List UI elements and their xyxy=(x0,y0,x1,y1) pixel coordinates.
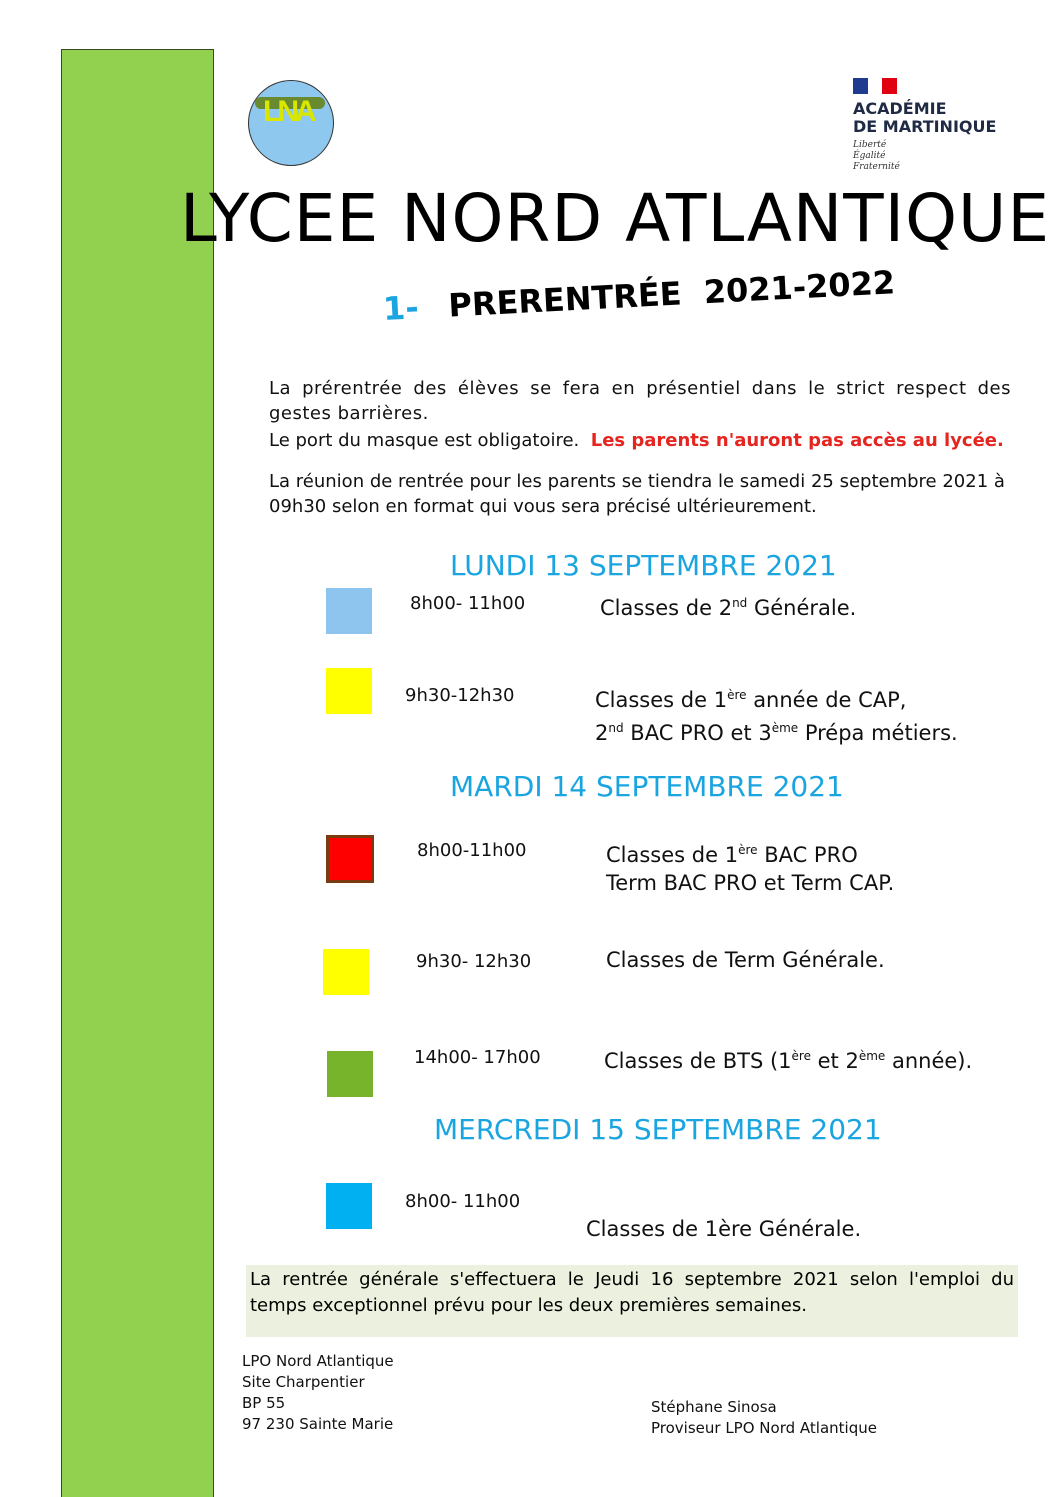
subtitle xyxy=(382,263,896,328)
subtitle-text: PRERENTRÉE 2021-2022 xyxy=(447,263,896,325)
slot-classes: Classes de Term Générale. xyxy=(606,948,885,972)
mask-text: Le port du masque est obligatoire. xyxy=(269,430,580,451)
color-square-yellow xyxy=(323,949,369,995)
intro-paragraph-1: La prérentrée des élèves se fera en présentiel dans le strict respect des gestes barrières. xyxy=(269,378,1011,424)
color-square-red xyxy=(326,835,374,883)
motto-2: Égalité xyxy=(853,151,886,161)
day-heading-tuesday: MARDI 14 SEPTEMBRE 2021 xyxy=(450,770,844,803)
slot-time: 14h00- 17h00 xyxy=(414,1047,541,1068)
lycee-logo: LNA xyxy=(248,80,334,166)
intro-paragraph-2 xyxy=(269,428,1011,453)
green-side-bar xyxy=(61,49,214,1497)
academie-name-1: ACADÉMIE xyxy=(853,99,947,118)
day-heading-wednesday: MERCREDI 15 SEPTEMBRE 2021 xyxy=(434,1113,882,1146)
academie-name-2: DE MARTINIQUE xyxy=(853,117,997,136)
motto-1: Liberté xyxy=(853,140,887,150)
slot-classes: Classes de 1ère année de CAP, 2nd BAC PRO et 3ème Prépa métiers. xyxy=(595,688,958,745)
academie-logo xyxy=(853,78,996,173)
intro-paragraph-3: La réunion de rentrée pour les parents se tiendra le samedi 25 septembre 2021 à 09h30 selon en format qui vous sera précisé ultérieurement. xyxy=(269,471,1005,517)
color-square-yellow xyxy=(326,668,372,714)
slot-time: 8h00- 11h00 xyxy=(410,593,526,614)
slot-time: 8h00-11h00 xyxy=(417,840,527,861)
signature-block: Stéphane Sinosa Proviseur LPO Nord Atlantique xyxy=(651,1398,877,1437)
slot-classes: Classes de BTS (1ère et 2ème année). xyxy=(604,1049,973,1073)
slot-time: 9h30- 12h30 xyxy=(416,951,532,972)
day-heading-monday: LUNDI 13 SEPTEMBRE 2021 xyxy=(450,549,837,582)
parents-warning: Les parents n'auront pas accès au lycée. xyxy=(590,430,1004,451)
slot-classes: Classes de 2nd Générale. xyxy=(600,596,857,620)
french-flag-icon xyxy=(853,78,897,94)
general-start-notice: La rentrée générale s'effectuera le Jeudi 16 septembre 2021 selon l'emploi du temps exceptionnel prévu pour les deux premières semaines. xyxy=(246,1265,1018,1337)
motto-3: Fraternité xyxy=(853,162,900,172)
page-title: LYCEE NORD ATLANTIQUE xyxy=(180,180,1051,257)
slot-time: 9h30-12h30 xyxy=(405,685,515,706)
slot-time: 8h00- 11h00 xyxy=(405,1191,521,1212)
color-square-cyan xyxy=(326,1183,372,1229)
subtitle-number: 1- xyxy=(382,288,420,328)
address-block: LPO Nord Atlantique Site Charpentier BP 55 97 230 Sainte Marie xyxy=(242,1352,394,1433)
color-square-blue xyxy=(326,588,372,634)
slot-classes: Classes de 1ère BAC PRO Term BAC PRO et Term CAP. xyxy=(606,843,895,895)
slot-classes: Classes de 1ère Générale. xyxy=(586,1217,862,1241)
color-square-green xyxy=(327,1051,373,1097)
